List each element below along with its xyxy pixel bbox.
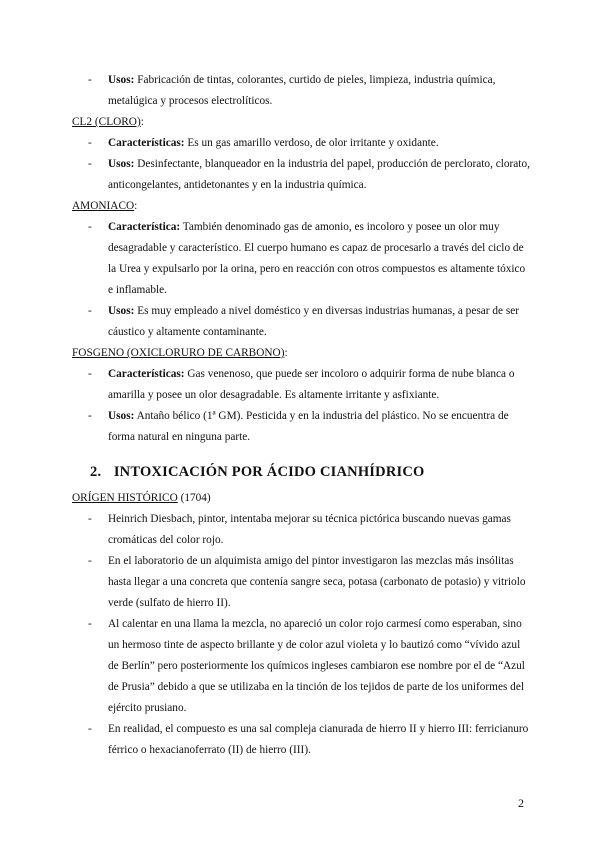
bullet-dash: - (88, 137, 92, 149)
list-item (72, 406, 532, 448)
subheading-origen: ORÍGEN HISTÓRICO (1704) (72, 492, 211, 504)
item-key: Característica: (108, 221, 181, 233)
bullet-dash: - (88, 410, 92, 422)
bullet-dash: - (88, 74, 92, 86)
list-item (72, 719, 532, 761)
page-content (72, 70, 532, 761)
item-text: Fabricación de tintas, colorantes, curtido de pieles, limpieza, industria química, metalúgica y procesos electrolíticos. (108, 74, 496, 107)
item-key: Usos: (108, 305, 135, 317)
bullet-dash: - (88, 513, 92, 525)
subheading-fosgeno: FOSGENO (OXICLORURO DE CARBONO): (72, 347, 288, 359)
section-number: 2. (90, 464, 102, 480)
section-title: INTOXICACIÓN POR ÁCIDO CIANHÍDRICO (113, 464, 425, 480)
list-item (72, 509, 532, 551)
item-key: Usos: (108, 74, 135, 86)
item-key: Características: (108, 368, 185, 380)
section-heading (72, 460, 532, 484)
item-key: Usos: (108, 158, 135, 170)
bullet-dash: - (88, 618, 92, 630)
list-item (72, 301, 532, 343)
item-key: Características: (108, 137, 185, 149)
bullet-dash: - (88, 723, 92, 735)
list-item (72, 154, 532, 196)
item-text: Heinrich Diesbach, pintor, intentaba mejorar su técnica pictórica buscando nuevas gamas cromáticas del color rojo. (108, 513, 511, 546)
bullet-dash: - (88, 555, 92, 567)
item-text: Es muy empleado a nivel doméstico y en diversas industrias humanas, a pesar de ser cáustico y altamente contaminante. (108, 305, 519, 338)
bullet-dash: - (88, 368, 92, 380)
list-item (72, 551, 532, 614)
list-item (72, 217, 532, 301)
item-text: También denominado gas de amonio, es incoloro y posee un olor muy desagradable y característico. El cuerpo humano es capaz de procesarlo a través del ciclo de la Urea y expulsarlo por la orina, pero en reacción con otros compuestos es altamente tóxico e inflamable. (108, 221, 526, 296)
item-text: En el laboratorio de un alquimista amigo del pintor investigaron las mezclas más insólitas hasta llegar a una concreta que contenía sangre seca, potasa (carbonato de potasio) y vitriolo verde (sulfato de hierro II). (108, 555, 526, 609)
item-text: Es un gas amarillo verdoso, de olor irritante y oxidante. (184, 137, 439, 149)
bullet-dash: - (88, 305, 92, 317)
item-text: Antaño bélico (1ª GM). Pesticida y en la industria del plástico. No se encuentra de forma natural en ninguna parte. (108, 410, 509, 443)
item-key: Usos: (108, 410, 135, 422)
page-number: 2 (518, 796, 524, 810)
item-text: Desinfectante, blanqueador en la industria del papel, producción de perclorato, clorato, anticongelantes, antidetonantes y en la industria química. (108, 158, 530, 191)
list-item (72, 364, 532, 406)
item-text: Al calentar en una llama la mezcla, no apareció un color rojo carmesí como esperaban, sino un hermoso tinte de aspecto brillante y de color azul violeta y lo bautizó como “vívido azul de Berlín” pero posteriormente los químicos ingleses cambiaron ese nombre por el de “Azul de Prusia” debido a que se utilizaba en la tinción de los tejidos de parte de los uniformes del ejército prusiano. (108, 618, 525, 714)
item-text: En realidad, el compuesto es una sal compleja cianurada de hierro II y hierro III: ferricianuro férrico o hexacianoferrato (II) de hierro (III). (108, 723, 529, 756)
subheading-amoniaco: AMONIACO: (72, 200, 138, 212)
subheading-cloro: CL2 (CLORO): (72, 116, 144, 128)
list-item (72, 133, 532, 154)
item-text: Gas venenoso, que puede ser incoloro o adquirir forma de nube blanca o amarilla y posee un olor desagradable. Es altamente irritante y asfixiante. (108, 368, 515, 401)
bullet-dash: - (88, 158, 92, 170)
bullet-dash: - (88, 221, 92, 233)
list-item (72, 70, 532, 112)
list-item (72, 614, 532, 719)
